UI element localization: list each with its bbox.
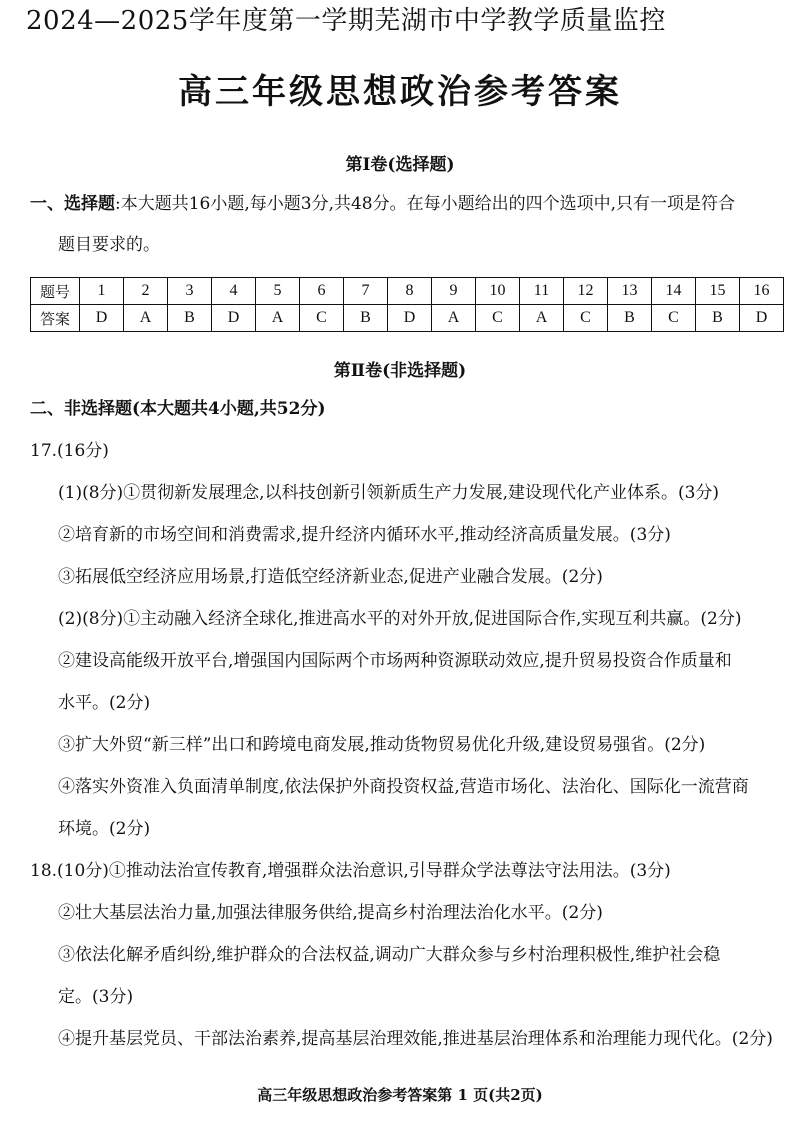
question-number-cell: 1 bbox=[80, 278, 124, 305]
question-number-cell: 9 bbox=[432, 278, 476, 305]
answer-cell: B bbox=[608, 305, 652, 332]
question-number-cell: 2 bbox=[124, 278, 168, 305]
answer-line: 17.(16分) bbox=[30, 441, 109, 461]
question-number-cell: 10 bbox=[476, 278, 520, 305]
answer-line: 18.(10分)①推动法治宣传教育,增强群众法治意识,引导群众学法尊法守法用法。(3分) bbox=[30, 861, 671, 881]
answer-table bbox=[30, 277, 784, 332]
answer-cell: B bbox=[168, 305, 212, 332]
answer-line: ④落实外资准入负面清单制度,依法保护外商投资权益,营造市场化、法治化、国际化一流营商 bbox=[58, 777, 749, 797]
answer-line: ②建设高能级开放平台,增强国内国际两个市场两种资源联动效应,提升贸易投资合作质量和 bbox=[58, 651, 732, 671]
answer-cell: D bbox=[388, 305, 432, 332]
section1-label: 一、选择题 bbox=[30, 194, 115, 214]
section2-title: 二、非选择题(本大题共4小题,共52分) bbox=[30, 399, 326, 419]
answer-line: ③扩大外贸“新三样”出口和跨境电商发展,推动货物贸易优化升级,建设贸易强省。(2分) bbox=[58, 735, 706, 755]
part1-heading: 第Ⅰ卷(选择题) bbox=[345, 155, 455, 175]
question-number-cell: 14 bbox=[652, 278, 696, 305]
answer-line: 定。(3分) bbox=[58, 987, 134, 1007]
answer-line: ②培育新的市场空间和消费需求,提升经济内循环水平,推动经济高质量发展。(3分) bbox=[58, 525, 671, 545]
answer-line: ④提升基层党员、干部法治素养,提高基层治理效能,推进基层治理体系和治理能力现代化。(2分) bbox=[58, 1029, 773, 1049]
answer-cell: C bbox=[564, 305, 608, 332]
part2-heading: 第Ⅱ卷(非选择题) bbox=[333, 361, 467, 381]
answer-cell: A bbox=[256, 305, 300, 332]
answer-cell: A bbox=[520, 305, 564, 332]
question-number-cell: 4 bbox=[212, 278, 256, 305]
row-label-answer: 答案 bbox=[31, 305, 80, 332]
answer-line: 水平。(2分) bbox=[58, 693, 151, 713]
answer-cell: D bbox=[740, 305, 784, 332]
question-number-cell: 7 bbox=[344, 278, 388, 305]
page-title: 高三年级思想政治参考答案 bbox=[178, 72, 622, 112]
question-number-cell: 6 bbox=[300, 278, 344, 305]
answer-line: ②壮大基层法治力量,加强法律服务供给,提高乡村治理法治化水平。(2分) bbox=[58, 903, 603, 923]
answer-cell: C bbox=[652, 305, 696, 332]
page-footer: 高三年级思想政治参考答案第 1 页(共2页) bbox=[257, 1086, 543, 1104]
exam-header: 2024—2025学年度第一学期芜湖市中学教学质量监控 bbox=[26, 6, 666, 36]
answer-line: ③拓展低空经济应用场景,打造低空经济新业态,促进产业融合发展。(2分) bbox=[58, 567, 603, 587]
answer-cell: C bbox=[300, 305, 344, 332]
question-number-cell: 13 bbox=[608, 278, 652, 305]
question-number-cell: 15 bbox=[696, 278, 740, 305]
answer-cell: D bbox=[80, 305, 124, 332]
question-number-cell: 8 bbox=[388, 278, 432, 305]
question-number-cell: 3 bbox=[168, 278, 212, 305]
answer-cell: A bbox=[124, 305, 168, 332]
answer-cell: A bbox=[432, 305, 476, 332]
answer-line: (2)(8分)①主动融入经济全球化,推进高水平的对外开放,促进国际合作,实现互利共赢。(2分) bbox=[58, 609, 742, 629]
table-row-answers bbox=[31, 305, 784, 332]
table-row-question-numbers bbox=[31, 278, 784, 305]
section1-instruction: :本大题共16小题,每小题3分,共48分。在每小题给出的四个选项中,只有一项是符合 bbox=[115, 194, 736, 214]
answer-cell: D bbox=[212, 305, 256, 332]
answer-cell: C bbox=[476, 305, 520, 332]
question-number-cell: 5 bbox=[256, 278, 300, 305]
answer-line: 环境。(2分) bbox=[58, 819, 151, 839]
answer-line: ③依法化解矛盾纠纷,维护群众的合法权益,调动广大群众参与乡村治理积极性,维护社会稳 bbox=[58, 945, 721, 965]
part1-instruction-line1 bbox=[30, 193, 735, 215]
question-number-cell: 16 bbox=[740, 278, 784, 305]
answer-cell: B bbox=[696, 305, 740, 332]
row-label-question-number: 题号 bbox=[31, 278, 80, 305]
question-number-cell: 11 bbox=[520, 278, 564, 305]
question-number-cell: 12 bbox=[564, 278, 608, 305]
answer-line: (1)(8分)①贯彻新发展理念,以科技创新引领新质生产力发展,建设现代化产业体系。(3分) bbox=[58, 483, 720, 503]
answer-cell: B bbox=[344, 305, 388, 332]
part1-instruction-line2: 题目要求的。 bbox=[58, 235, 160, 255]
